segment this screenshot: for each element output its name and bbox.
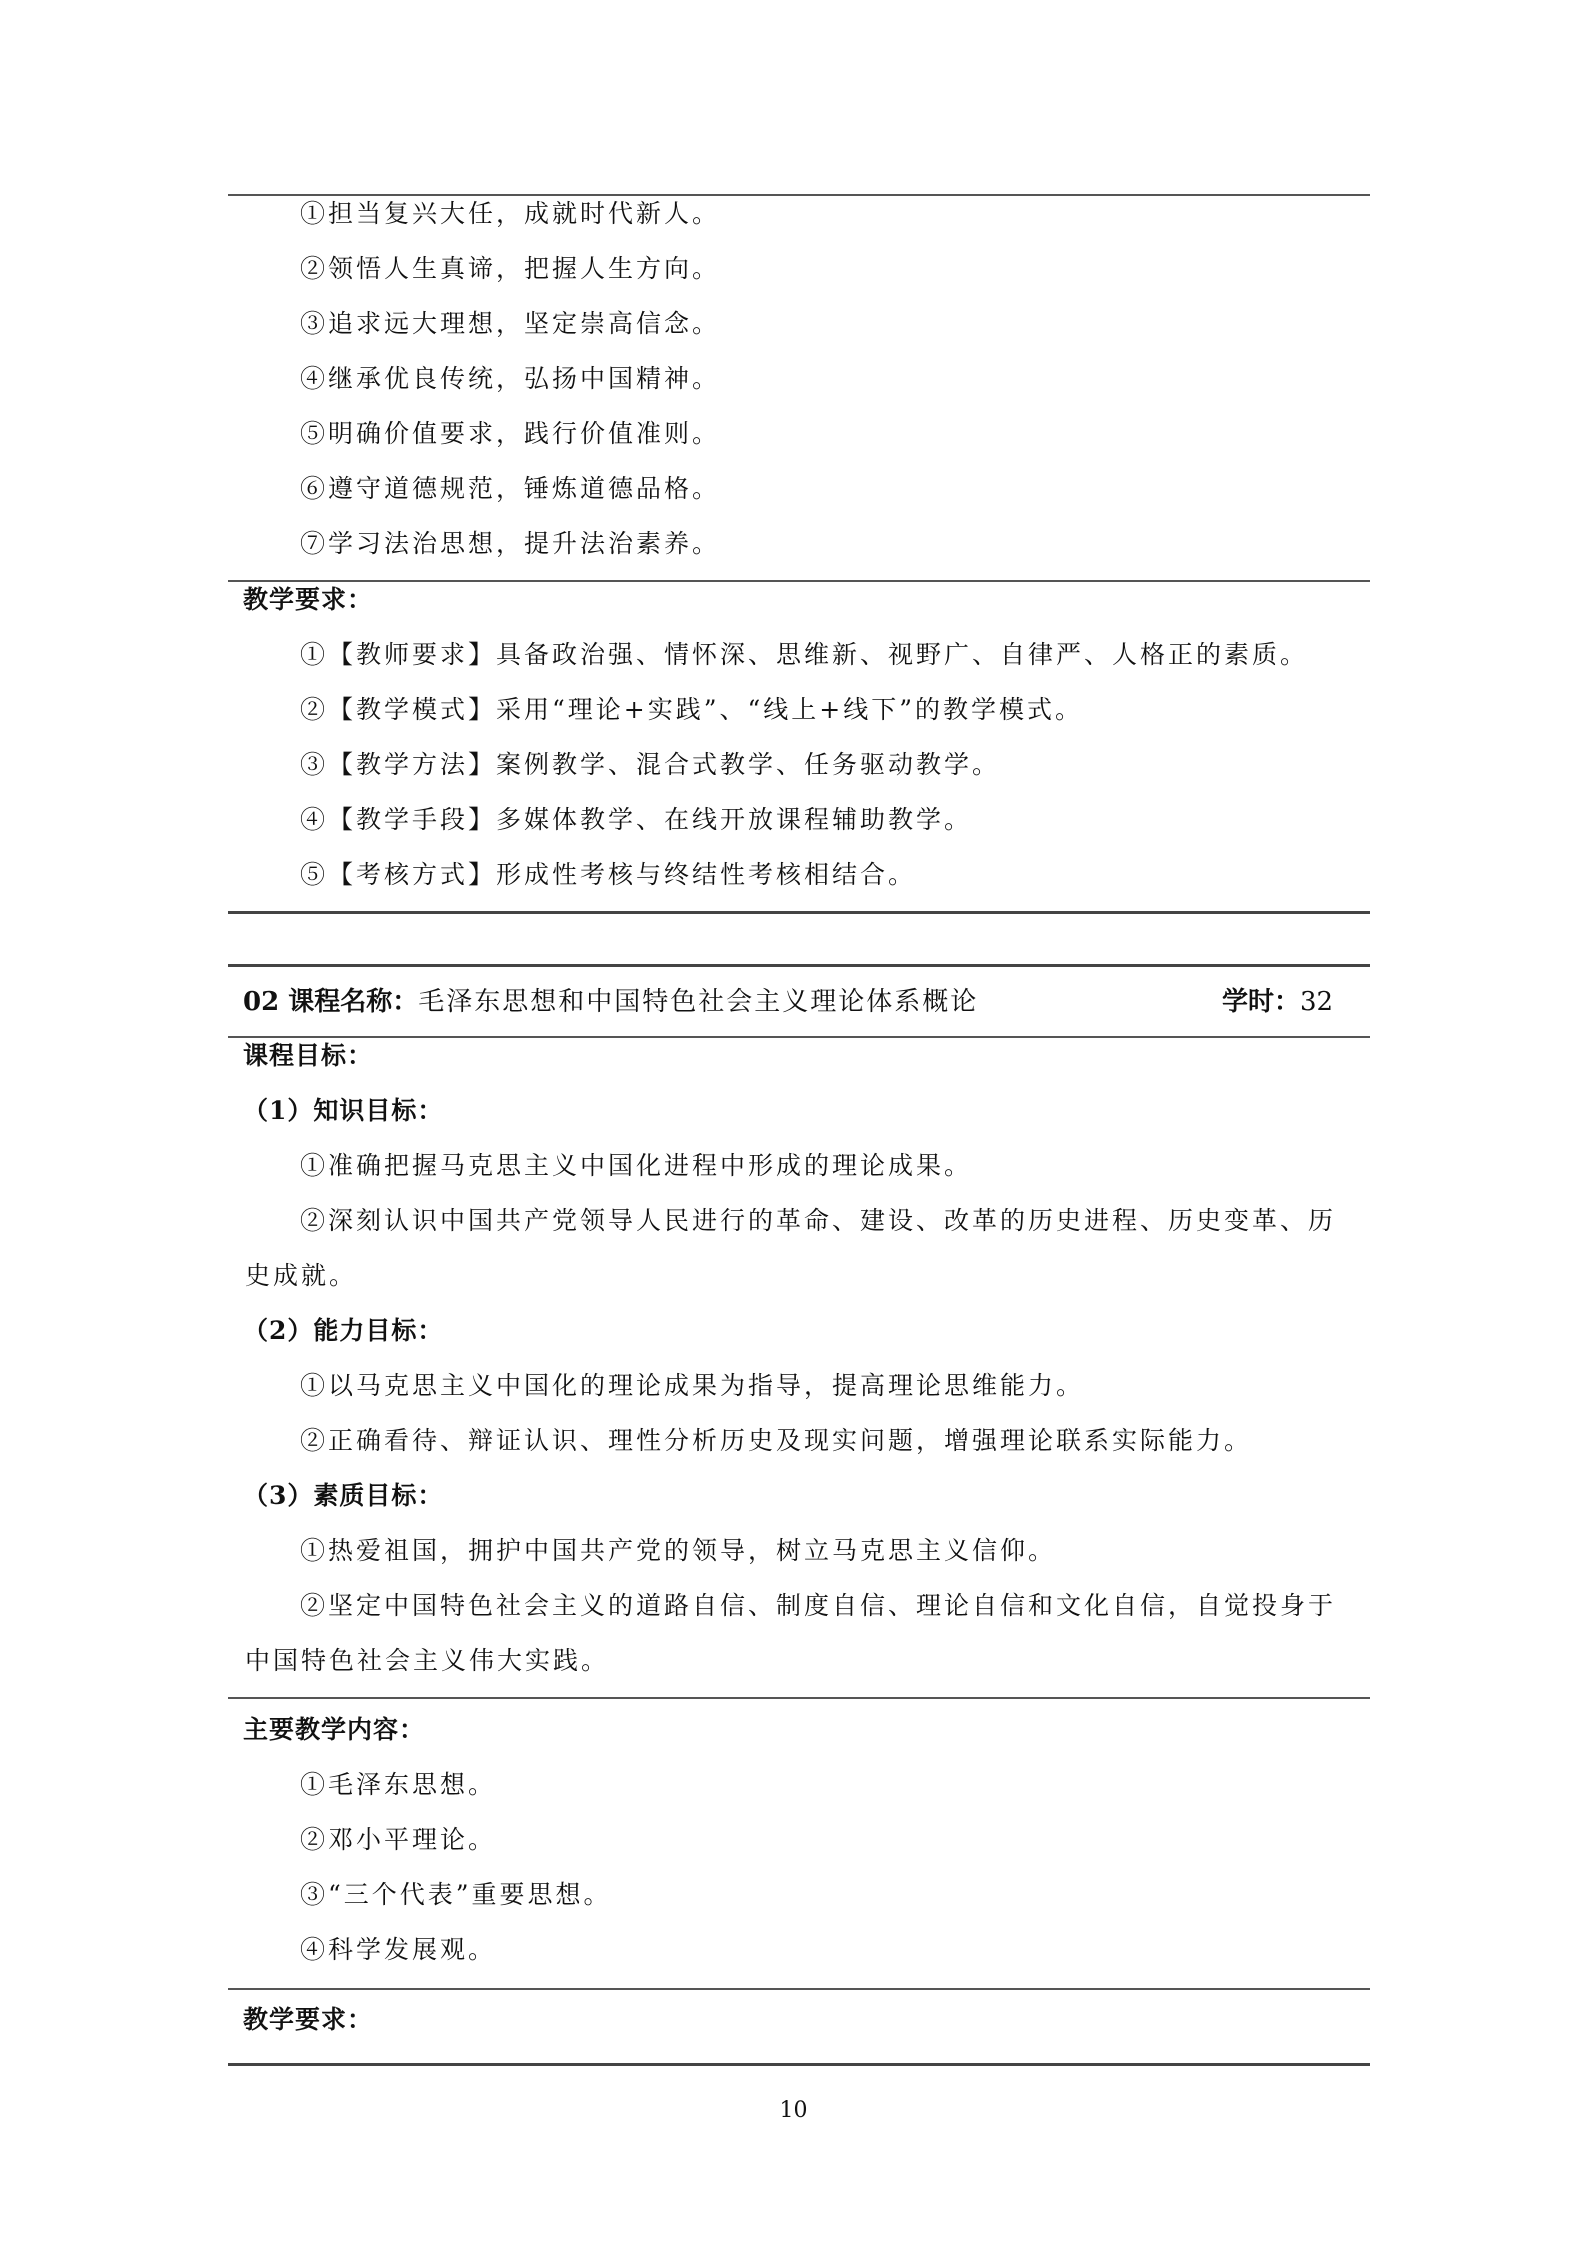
objectives-heading: 课程目标： [243,1041,374,1070]
course-hours [1222,985,1333,1019]
content-item: ②邓小平理论。 [300,1825,497,1854]
content-item: ④科学发展观。 [300,1935,497,1964]
table-top-rule [228,964,1370,967]
quality-item: ②坚定中国特色社会主义的道路自信、制度自信、理论自信和文化自信，自觉投身于 [300,1591,1337,1620]
course-number-label: 02 课程名称： [243,987,419,1017]
section-rule [228,1988,1370,1990]
content-item: ②领悟人生真谛，把握人生方向。 [300,254,721,283]
table-top-rule [228,194,1370,196]
quality-heading: （3）素质目标： [243,1481,444,1510]
content-item: ⑥遵守道德规范，锤炼道德品格。 [300,474,721,503]
ability-heading: （2）能力目标： [243,1316,444,1345]
content-item: ④继承优良传统，弘扬中国精神。 [300,364,721,393]
section-rule [228,1697,1370,1699]
requirement-item: ⑤【考核方式】形成性考核与终结性考核相结合。 [300,860,917,889]
page-number: 10 [779,2098,808,2123]
requirement-item: ④【教学手段】多媒体教学、在线开放课程辅助教学。 [300,805,973,834]
content-item: ③“三个代表”重要思想。 [300,1880,612,1909]
table-bottom-rule [228,911,1370,914]
course-title [243,985,978,1019]
table-bottom-rule [228,2063,1370,2066]
requirement-item: ②【教学模式】采用“理论+实践”、“线上+线下”的教学模式。 [300,695,1084,724]
ability-item: ①以马克思主义中国化的理论成果为指导，提高理论思维能力。 [300,1371,1085,1400]
content-heading: 主要教学内容： [243,1715,426,1744]
requirement-item: ③【教学方法】案例教学、混合式教学、任务驱动教学。 [300,750,1001,779]
quality-item: 中国特色社会主义伟大实践。 [245,1646,610,1675]
knowledge-item: ①准确把握马克思主义中国化进程中形成的理论成果。 [300,1151,973,1180]
ability-item: ②正确看待、辩证认识、理性分析历史及现实问题，增强理论联系实际能力。 [300,1426,1253,1455]
course-name: 毛泽东思想和中国特色社会主义理论体系概论 [418,987,979,1017]
content-item: ①担当复兴大任，成就时代新人。 [300,199,721,228]
section-rule [228,1036,1370,1038]
quality-item: ①热爱祖国，拥护中国共产党的领导，树立马克思主义信仰。 [300,1536,1057,1565]
section-rule [228,580,1370,582]
knowledge-heading: （1）知识目标： [243,1096,444,1125]
requirement-item: ①【教师要求】具备政治强、情怀深、思维新、视野广、自律严、人格正的素质。 [300,640,1309,669]
content-item: ⑤明确价值要求，践行价值准则。 [300,419,721,448]
requirements-heading: 教学要求： [243,585,374,614]
content-item: ⑦学习法治思想，提升法治素养。 [300,529,721,558]
hours-value: 32 [1300,987,1334,1017]
knowledge-item: 史成就。 [245,1261,358,1290]
knowledge-item: ②深刻认识中国共产党领导人民进行的革命、建设、改革的历史进程、历史变革、历 [300,1206,1337,1235]
content-item: ③追求远大理想，坚定崇高信念。 [300,309,721,338]
hours-label: 学时： [1222,987,1301,1017]
content-item: ①毛泽东思想。 [300,1770,497,1799]
requirements-heading: 教学要求： [243,2005,374,2034]
